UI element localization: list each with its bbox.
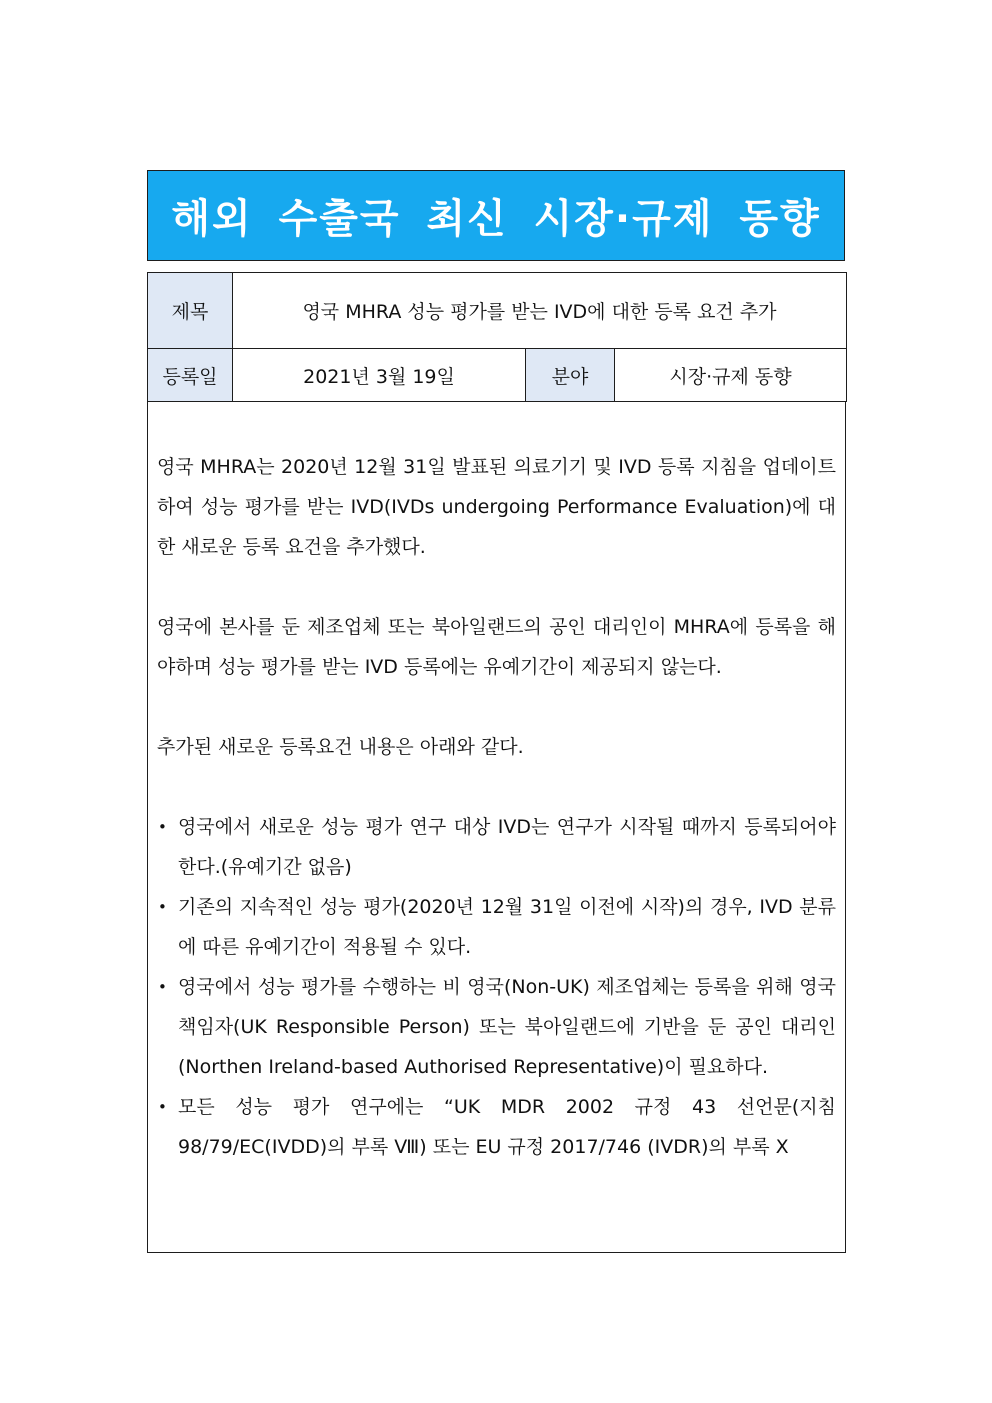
list-item-text: 기존의 지속적인 성능 평가(2020년 12월 31일 이전에 시작)의 경우, IVD 분류에 따른 유예기간이 적용될 수 있다. xyxy=(178,896,836,958)
meta-row-title xyxy=(148,273,847,349)
bullet-icon: • xyxy=(158,818,167,836)
date-label: 등록일 xyxy=(148,349,233,402)
document-banner-title: 해외 수출국 최신 시장·규제 동향 xyxy=(171,196,821,242)
list-item xyxy=(157,967,836,1087)
paragraph-intro: 영국 MHRA는 2020년 12월 31일 발표된 의료기기 및 IVD 등록 지침을 업데이트하여 성능 평가를 받는 IVD(IVDs undergoing Performance Evaluation)에 대한 새로운 등록 요건을 추가했다. xyxy=(157,456,836,558)
content-body xyxy=(147,401,846,1253)
document-banner xyxy=(147,170,845,261)
paragraph-requirements-intro: 추가된 새로운 등록요건 내용은 아래와 같다. xyxy=(157,736,524,758)
bullet-icon: • xyxy=(158,978,167,996)
meta-table xyxy=(147,272,847,402)
date-value: 2021년 3월 19일 xyxy=(233,349,526,402)
list-item-text: 영국에서 성능 평가를 수행하는 비 영국(Non-UK) 제조업체는 등록을 위해 영국 책임자(UK Responsible Person) 또는 북아일랜드에 기반을 둔 공인 대리인(Northen Ireland-based Authorised Representative)이 필요하다. xyxy=(178,976,836,1078)
list-item xyxy=(157,887,836,967)
paragraph-registration: 영국에 본사를 둔 제조업체 또는 북아일랜드의 공인 대리인이 MHRA에 등록을 해야하며 성능 평가를 받는 IVD 등록에는 유예기간이 제공되지 않는다. xyxy=(157,616,836,678)
bullet-icon: • xyxy=(158,898,167,916)
list-item xyxy=(157,807,836,887)
list-item xyxy=(157,1087,836,1167)
title-value: 영국 MHRA 성능 평가를 받는 IVD에 대한 등록 요건 추가 xyxy=(233,273,847,349)
list-item-text: 영국에서 새로운 성능 평가 연구 대상 IVD는 연구가 시작될 때까지 등록되어야 한다.(유예기간 없음) xyxy=(178,816,836,878)
field-value: 시장·규제 동향 xyxy=(615,349,847,402)
bullet-icon: • xyxy=(158,1098,167,1116)
list-item-text: 모든 성능 평가 연구에는 “UK MDR 2002 규정 43 선언문(지침 98/79/EC(IVDD)의 부록 Ⅷ) 또는 EU 규정 2017/746 (IVDR)의 부록 X xyxy=(178,1096,836,1158)
title-label: 제목 xyxy=(148,273,233,349)
requirements-list xyxy=(157,807,836,1167)
meta-row-date xyxy=(148,349,847,402)
field-label: 분야 xyxy=(526,349,615,402)
